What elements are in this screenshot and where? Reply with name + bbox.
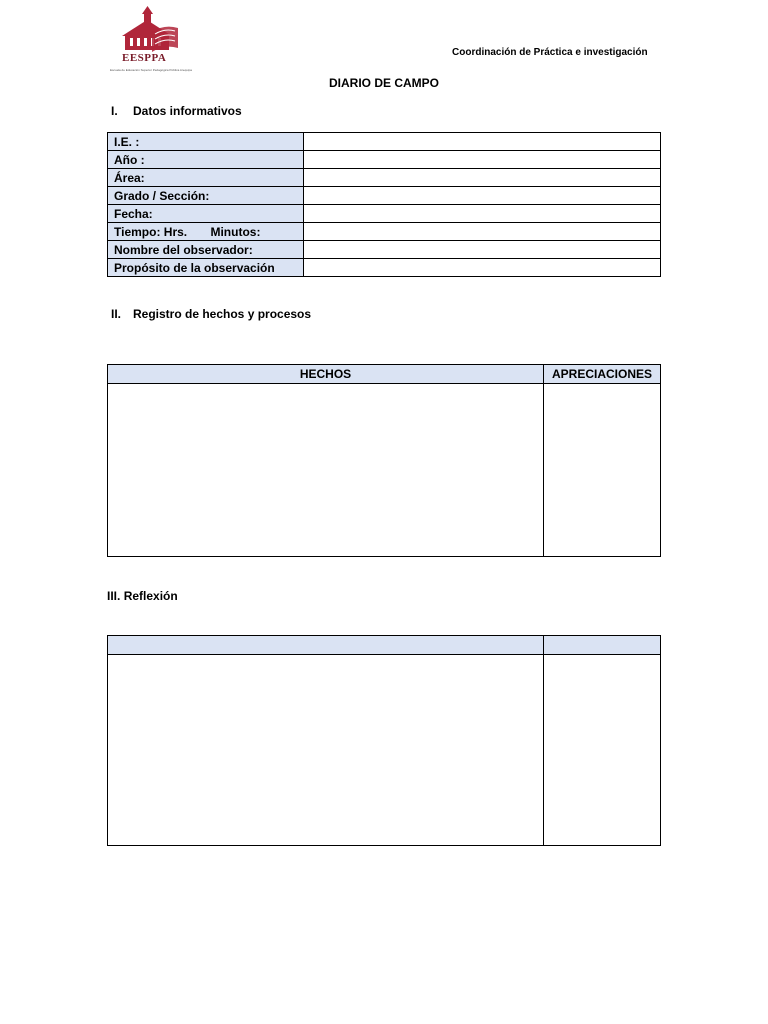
eesppa-logo-icon xyxy=(108,6,198,76)
table-row xyxy=(108,241,661,259)
section-3-number: III. xyxy=(107,589,121,603)
table-header-row xyxy=(108,636,661,655)
facts-table xyxy=(107,364,661,557)
info-value-field[interactable] xyxy=(304,187,661,205)
reflection-header-right xyxy=(544,636,661,655)
info-value-field[interactable] xyxy=(304,169,661,187)
column-header-apreciaciones: APRECIACIONES xyxy=(544,365,661,384)
info-label: Área: xyxy=(108,169,304,187)
reflection-side-cell[interactable] xyxy=(544,655,661,846)
section-2-title: Registro de hechos y procesos xyxy=(133,307,312,321)
column-header-hechos: HECHOS xyxy=(108,365,544,384)
table-row xyxy=(108,187,661,205)
coordination-header: Coordinación de Práctica e investigación xyxy=(452,47,648,58)
info-value-field[interactable] xyxy=(304,223,661,241)
section-2-heading xyxy=(111,307,311,321)
section-3-heading xyxy=(107,589,178,603)
info-label: I.E. : xyxy=(108,133,304,151)
info-value-field[interactable] xyxy=(304,151,661,169)
document-title: DIARIO DE CAMPO xyxy=(328,76,439,90)
section-2-number: II. xyxy=(111,307,122,321)
reflection-table xyxy=(107,635,661,846)
table-row xyxy=(108,169,661,187)
table-row xyxy=(108,384,661,557)
info-label: Tiempo: Hrs. Minutos: xyxy=(108,223,304,241)
info-label: Grado / Sección: xyxy=(108,187,304,205)
table-row xyxy=(108,223,661,241)
table-row xyxy=(108,133,661,151)
info-table xyxy=(107,132,661,277)
section-1-heading xyxy=(111,104,242,118)
info-label: Propósito de la observación xyxy=(108,259,304,277)
reflection-header-left xyxy=(108,636,544,655)
section-1-title: Datos informativos xyxy=(133,104,242,118)
section-3-title: Reflexión xyxy=(123,589,178,603)
info-value-field[interactable] xyxy=(304,259,661,277)
table-row xyxy=(108,259,661,277)
table-row xyxy=(108,151,661,169)
facts-cell[interactable] xyxy=(108,384,544,557)
info-value-field[interactable] xyxy=(304,205,661,223)
logo-name: EESPPA xyxy=(122,52,167,64)
info-value-field[interactable] xyxy=(304,241,661,259)
appreciations-cell[interactable] xyxy=(544,384,661,557)
table-row xyxy=(108,655,661,846)
logo-subtitle: Escuela de Educación Superior Pedagógica Pública Arequipa xyxy=(110,68,192,72)
info-value-field[interactable] xyxy=(304,133,661,151)
reflection-cell[interactable] xyxy=(108,655,544,846)
table-row xyxy=(108,205,661,223)
section-1-number: I. xyxy=(111,104,118,118)
info-label: Año : xyxy=(108,151,304,169)
table-header-row xyxy=(108,365,661,384)
info-label: Nombre del observador: xyxy=(108,241,304,259)
info-label: Fecha: xyxy=(108,205,304,223)
